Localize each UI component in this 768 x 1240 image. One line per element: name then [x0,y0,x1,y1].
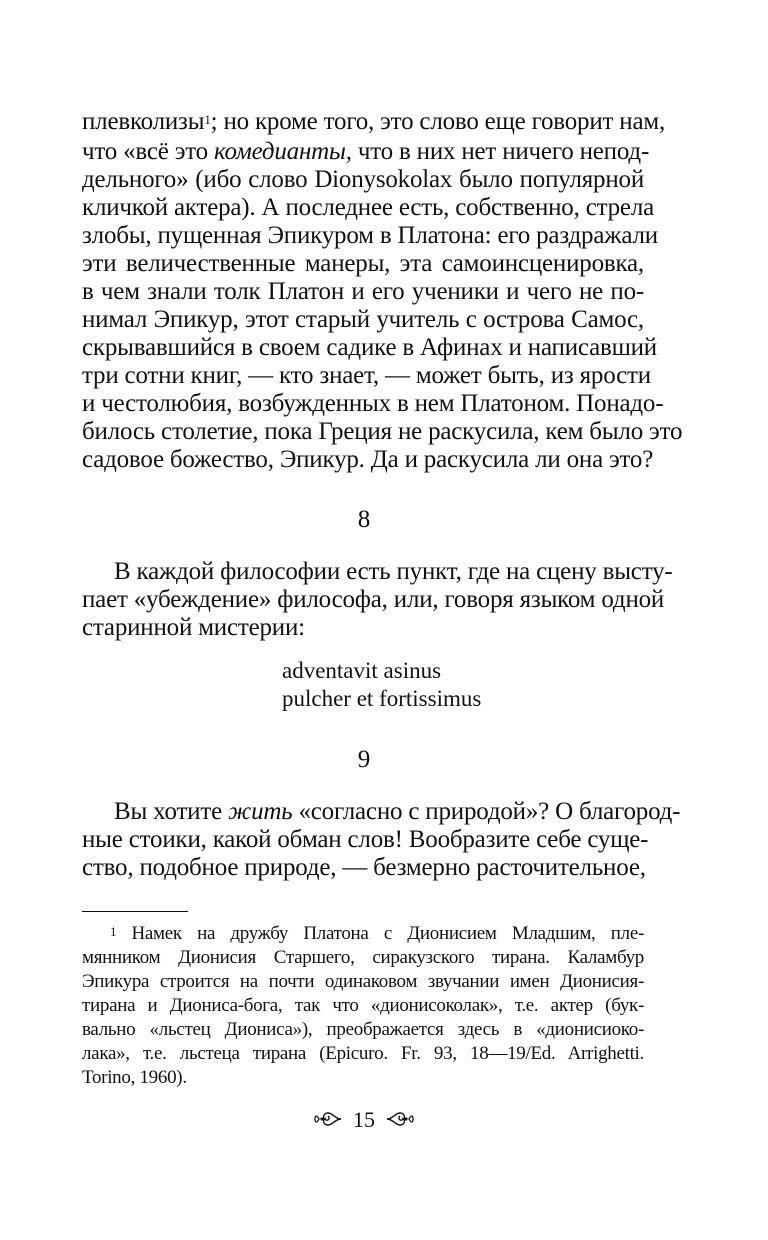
paragraph-line: ство, подобное природе, — безмерно расточительное, [82,854,646,881]
paragraph-line: билось столетие, пока Греция не раскусила, кем было это [82,418,683,445]
text-fragment: что в них нет ничего непод- [351,138,650,165]
footnote-separator [82,911,188,912]
paragraph-line: нимал Эпикур, этот старый учитель с острова Самос, [82,306,644,333]
paragraph-line: дельного» (ибо слово Dionysokolax было популярной [82,166,644,193]
footnote-line: мянником Дионисия Старшего, сиракузского тирана. Каламбур [82,947,644,968]
verse-line: adventavit asinus [282,658,442,683]
emphasis-text: комедианты, [214,138,352,165]
paragraph-line: пает «убеждение» философа, или, говоря языком одной [82,586,665,613]
paragraph-line: эти величественные манеры, эта самоинсценировка, [82,250,644,277]
text-fragment: что «всё это [82,138,214,165]
paragraph-line: кличкой актера). А последнее есть, собственно, стрела [82,194,655,221]
page-number: 15 [353,1107,375,1132]
page-footer [0,1106,728,1136]
footnote-line: лака», т.е. льстеца тирана (Epicuro. Fr. 93, 18—19/Ed. Arrighetti. [82,1043,644,1064]
section-number: 8 [357,506,371,533]
paragraph-line: скрывавшийся в своем садике в Афинах и написавший [82,334,657,361]
verse-line: pulcher et fortissimus [282,686,482,711]
text-fragment: «согласно с природой»? О благород- [292,798,681,825]
paragraph-line: В каждой философии есть пункт, где на сцену высту- [114,558,673,585]
section-number: 9 [357,746,371,773]
paragraph-line [114,797,681,827]
paragraph-line [82,107,666,137]
paragraph-line: в чем знали толк Платон и его ученики и чего не по- [82,278,644,305]
paragraph-line: злобы, пущенная Эпикуром в Платона: его раздражали [82,222,658,249]
flourish-ornament-icon [313,1108,343,1136]
text-fragment: плевколизы [82,108,205,135]
flourish-ornament-icon [385,1108,415,1136]
paragraph-line: ные стоики, какой обман слов! Вообразите себе суще- [82,826,649,853]
footnote-line: тирана и Диониса-бога, так что «дионисоколак», т.е. актер (бук- [82,995,644,1016]
paragraph-line [82,137,650,167]
paragraph-line: старинной мистерии: [82,614,305,641]
footnote-line: вально «льстец Диониса»), преображается здесь в «дионисиоко- [82,1019,644,1040]
footnote-line [110,922,644,946]
text-fragment: Вы хотите [114,798,229,825]
paragraph-line: и честолюбия, возбужденных в нем Платоном. Понадо- [82,390,664,417]
footnote-reference[interactable]: 1 [204,112,211,127]
paragraph-line: три сотни книг, — кто знает, — может быть, из ярости [82,362,651,389]
footnote-line: Torino, 1960). [82,1067,187,1088]
emphasis-text: жить [228,798,293,825]
text-fragment: Намек на дружбу Платона с Дионисием Младшим, пле- [131,923,644,944]
text-fragment: ; но кроме того, это слово еще говорит нам, [210,108,666,135]
footnote-marker: 1 [110,924,117,939]
footnote-line: Эпикура строится на почти одинаковом звучании имен Дионисия- [82,971,644,992]
paragraph-line: садовое божество, Эпикур. Да и раскусила ли она это? [82,446,654,473]
